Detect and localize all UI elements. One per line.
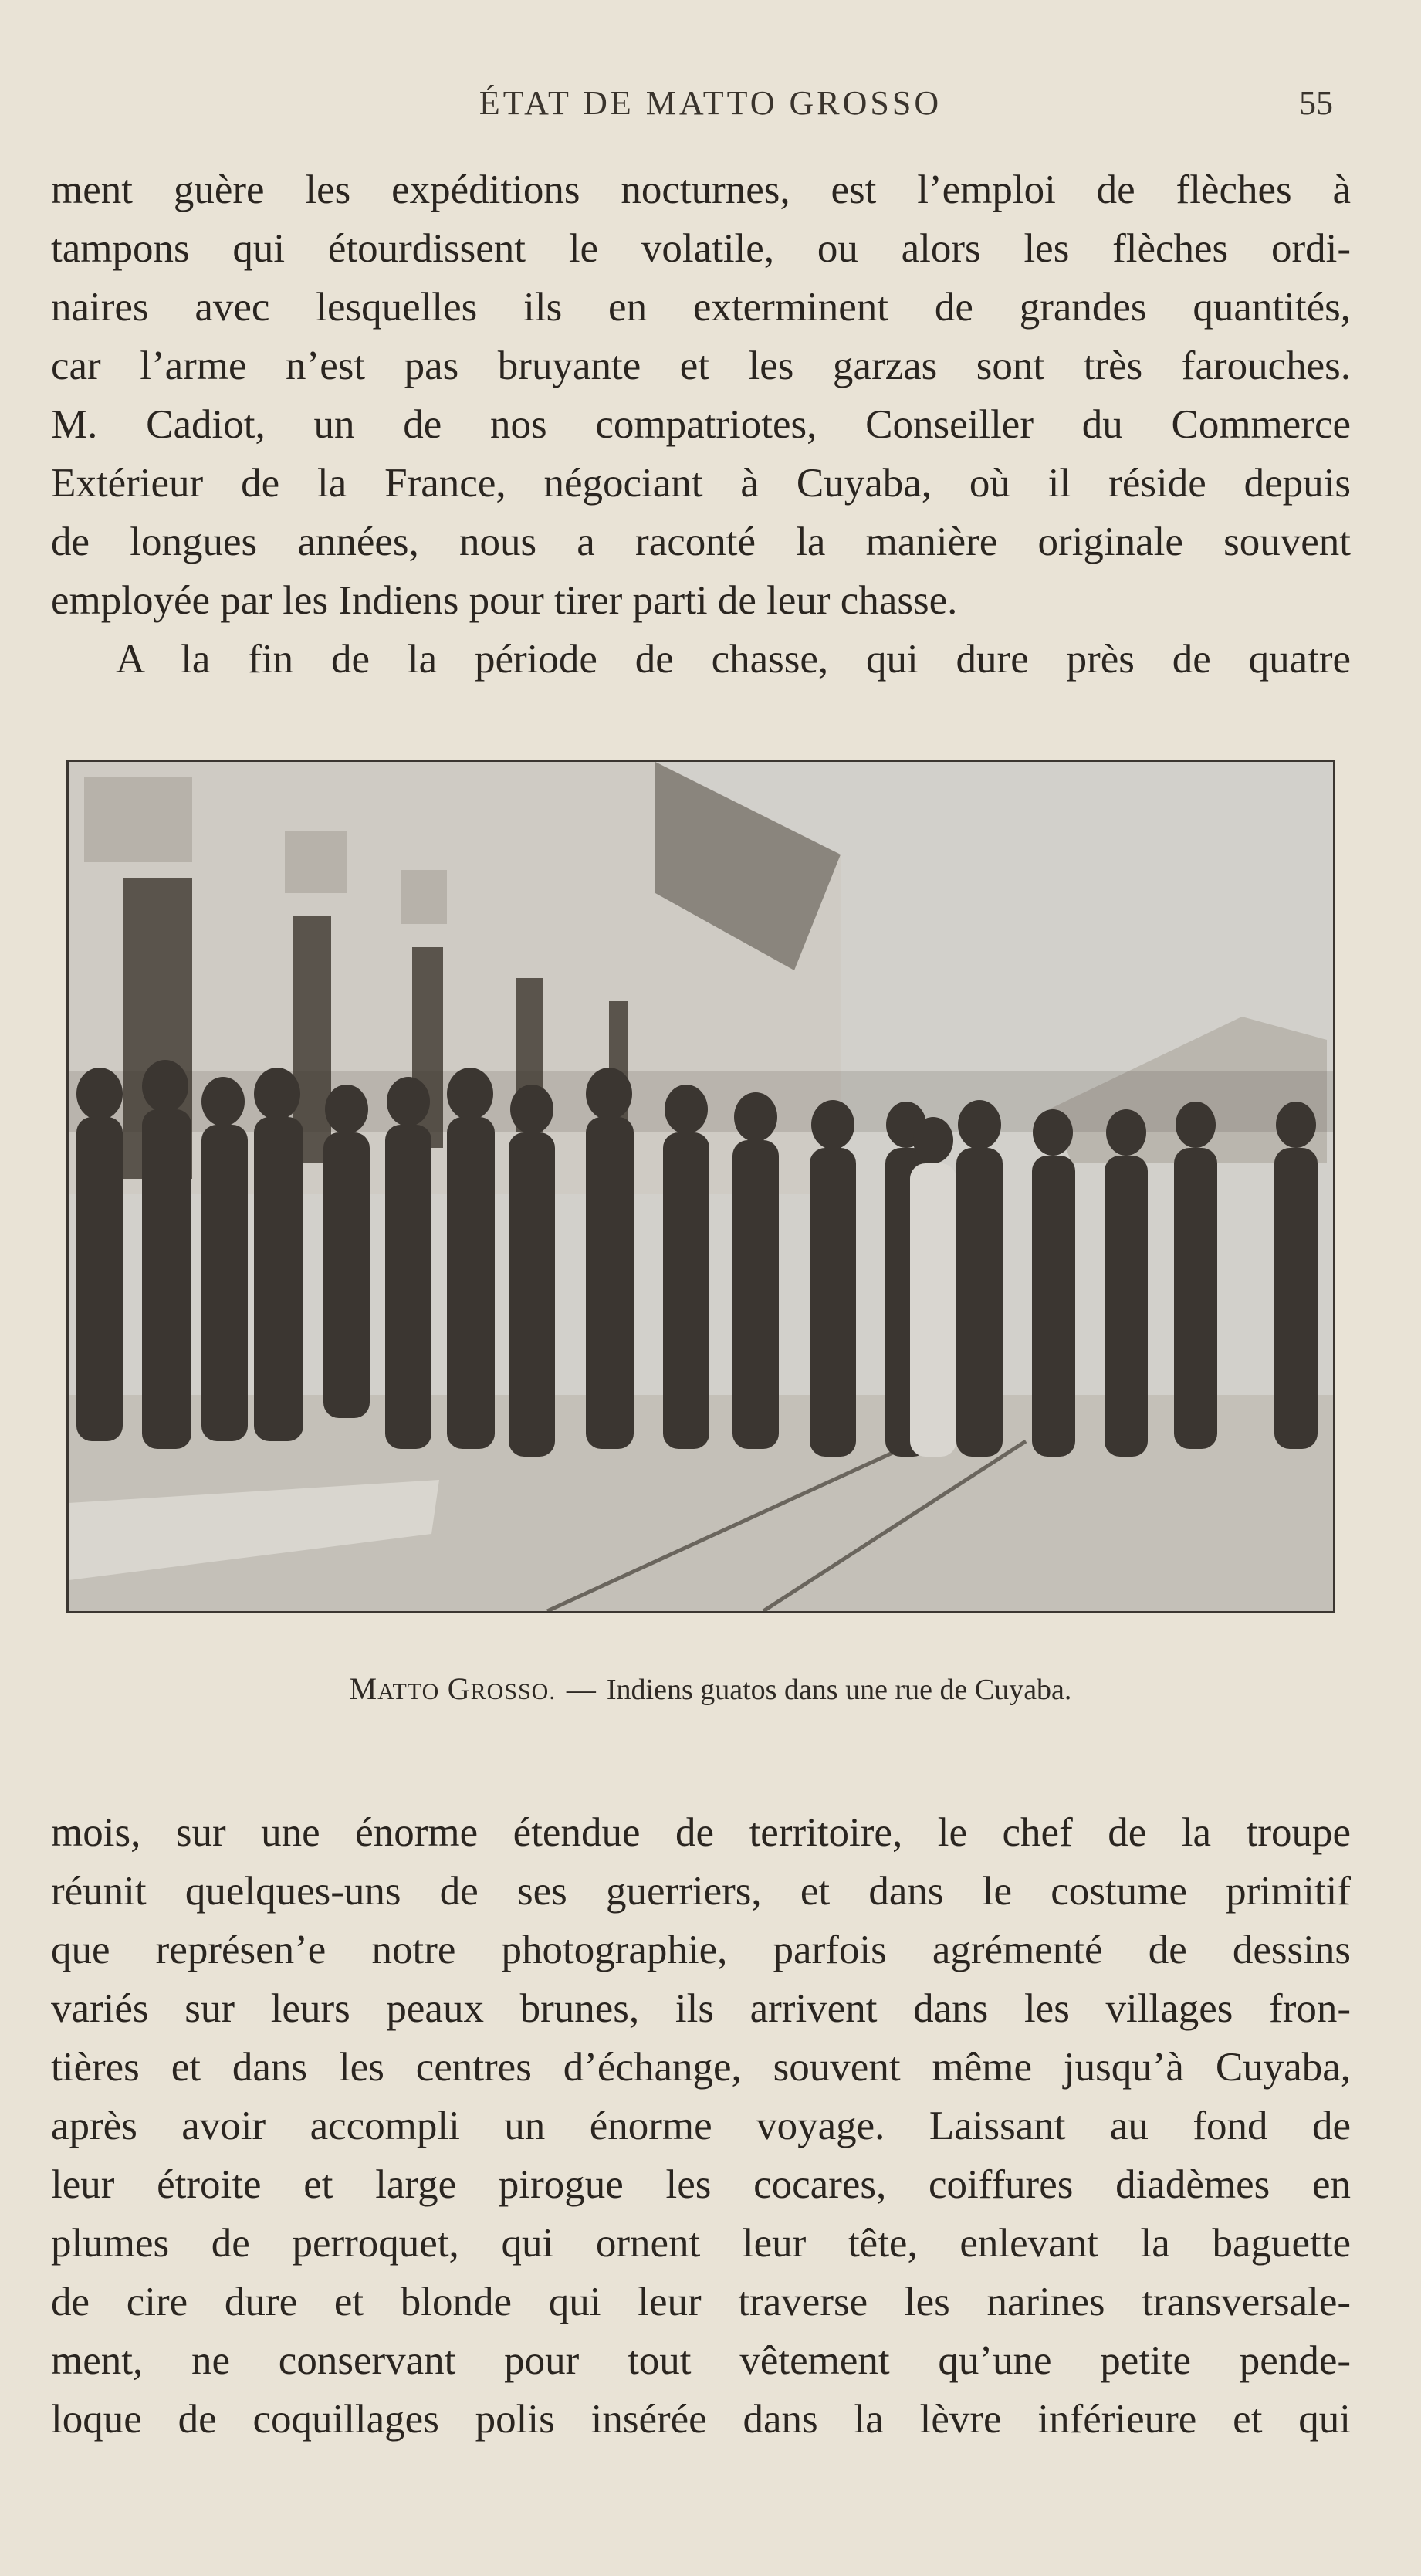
text-line: après avoir accompli un énorme voyage. Laissant au fond de [51,2104,1351,2148]
text-line: réunit quelques-uns de ses guerriers, et dans le costume primitif [51,1869,1351,1914]
page-number: 55 [1299,84,1333,122]
caption-text: Indiens guatos dans une rue de Cuyaba. [606,1674,1072,1706]
text-block-top [51,161,1351,689]
text-line: car l’arme n’est pas bruyante et les garzas sont très farouches. [51,344,1351,388]
caption-dash: — [566,1674,596,1706]
text-line: A la fin de la période de chasse, qui dure près de quatre [116,637,1351,682]
person-in-white [910,1163,956,1457]
running-title: ÉTAT DE MATTO GROSSO [479,84,942,122]
crowd-of-people [69,1060,1333,1457]
text-line: de longues années, nous a raconté la manière originale souvent [51,520,1351,564]
text-line: employée par les Indiens pour tirer parti de leur chasse. [51,578,958,623]
text-line: mois, sur une énorme étendue de territoire, le chef de la troupe [51,1810,1351,1855]
photograph [66,760,1335,1613]
caption-place: MATTO GROSSO. [349,1671,556,1706]
figure-caption [0,1666,1421,1715]
photograph-illustration [69,762,1333,1611]
text-line: tières et dans les centres d’échange, souvent même jusqu’à Cuyaba, [51,2045,1351,2090]
text-line: naires avec lesquelles ils en exterminent de grandes quantités, [51,285,1351,330]
text-line: ment guère les expéditions nocturnes, est l’emploi de flèches à [51,168,1351,212]
text-line: ment, ne conservant pour tout vêtement qu’une petite pende- [51,2338,1351,2383]
text-line: leur étroite et large pirogue les cocares, coiffures diadèmes en [51,2162,1351,2207]
text-line: loque de coquillages polis insérée dans la lèvre inférieure et qui [51,2397,1351,2442]
text-line: que représen’e notre photographie, parfois agrémenté de dessins [51,1928,1351,1972]
running-head [0,80,1421,127]
text-line: tampons qui étourdissent le volatile, ou alors les flèches ordi- [51,226,1351,271]
text-line: plumes de perroquet, qui ornent leur tête, enlevant la baguette [51,2221,1351,2266]
text-line: de cire dure et blonde qui leur traverse les narines transversale- [51,2280,1351,2324]
text-line: variés sur leurs peaux brunes, ils arrivent dans les villages fron- [51,1986,1351,2031]
text-line: M. Cadiot, un de nos compatriotes, Conseiller du Commerce [51,402,1351,447]
text-block-bottom [51,1803,1351,2449]
text-line: Extérieur de la France, négociant à Cuyaba, où il réside depuis [51,461,1351,506]
